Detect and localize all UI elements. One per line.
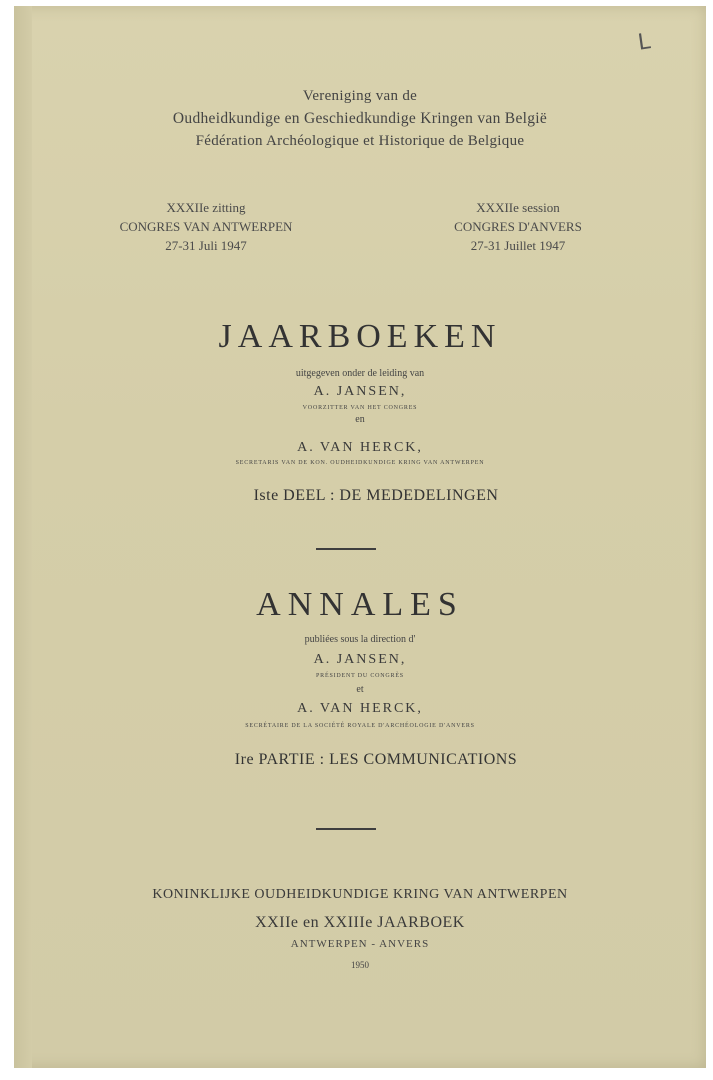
french-editor-2: A. VAN HERCK, [297,701,423,716]
footer-year: 1950 [351,960,369,970]
header-line-3: Fédération Archéologique et Historique de Belgique [195,133,525,149]
dutch-title: JAARBOEKEN [218,318,502,355]
header-line-2: Oudheidkundige en Geschiedkundige Kringen van België [172,110,548,127]
dutch-editor-2: A. VAN HERCK, [297,440,423,455]
dutch-editor-1-role: VOORZITTER VAN HET CONGRES [302,405,418,411]
dutch-part: Iste DEEL : DE MEDEDELINGEN [253,487,499,504]
session-french [388,198,648,255]
footer-publisher: KONINKLIJKE OUDHEIDKUNDIGE KRING VAN ANTWERPEN [152,887,568,902]
french-conjunction: et [356,684,364,695]
divider-2 [316,828,376,830]
dutch-subtitle: uitgegeven onder de leiding van [295,368,425,379]
session-dutch-number: XXXIIe zitting [166,200,246,215]
dutch-editor-2-role: SECRETARIS VAN DE KON. OUDHEIDKUNDIGE KRING VAN ANTWERPEN [235,460,485,466]
french-editor-2-role: SECRÉTAIRE DE LA SOCIÉTÉ ROYALE D'ARCHÉOLOGIE D'ANVERS [245,723,475,729]
dutch-editor-1: A. JANSEN, [313,384,407,399]
footer-yearbook: XXIIe en XXIIIe JAARBOEK [255,914,465,931]
handwritten-mark: L [636,29,652,56]
book-spine [14,6,32,1068]
session-dutch-date: 27-31 Juli 1947 [165,238,247,253]
book-cover [14,6,706,1068]
session-french-number: XXXIIe session [476,200,560,215]
french-editor-1: A. JANSEN, [313,652,407,667]
session-dutch [76,198,336,255]
session-french-date: 27-31 Juillet 1947 [470,238,566,253]
header-line-1: Vereniging van de [302,88,418,104]
dutch-conjunction: en [355,414,365,425]
session-dutch-congress: CONGRES VAN ANTWERPEN [119,219,293,234]
french-subtitle: publiées sous la direction d' [304,634,416,645]
session-french-congress: CONGRES D'ANVERS [454,219,582,234]
divider-1 [316,548,376,550]
footer-city: ANTWERPEN - ANVERS [290,938,430,950]
french-editor-1-role: PRÉSIDENT DU CONGRÈS [316,673,404,679]
french-title: ANNALES [256,586,464,623]
french-part: Ire PARTIE : LES COMMUNICATIONS [234,751,518,768]
